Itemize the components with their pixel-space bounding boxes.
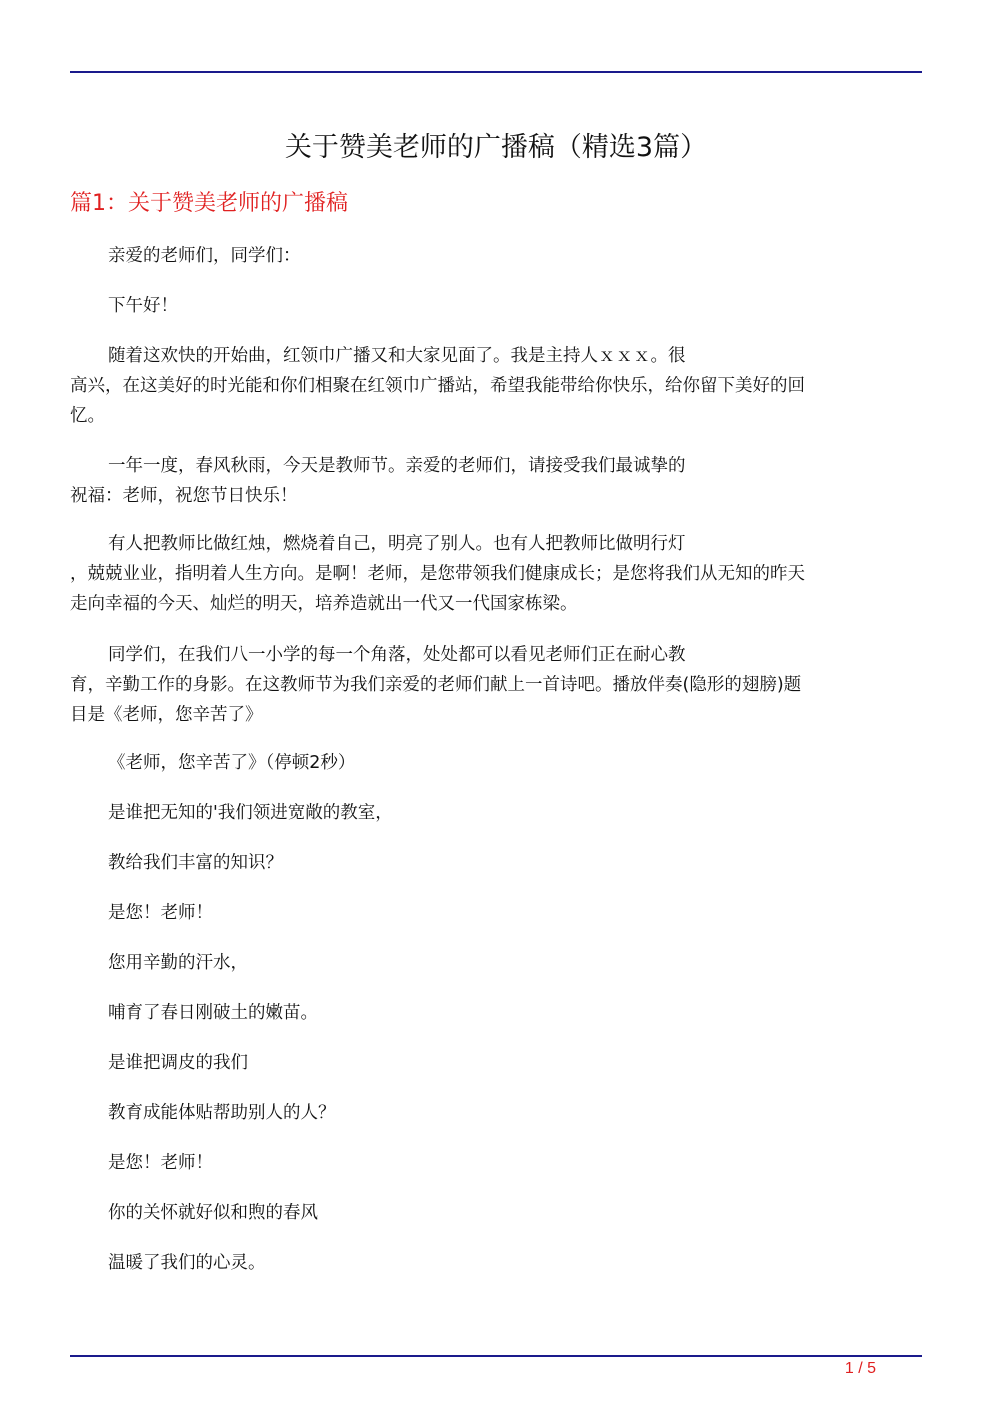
- paragraph: [70, 998, 915, 1028]
- paragraph: [70, 451, 915, 511]
- document-title: 关于赞美老师的广播稿（精选3篇）: [284, 132, 708, 163]
- paragraph: [70, 748, 915, 778]
- paragraph: [70, 1148, 915, 1178]
- paragraph-line: 一年一度，春风秋雨，今天是教师节。亲爱的老师们，请接受我们最诚挚的: [108, 456, 686, 476]
- paragraph-line: 育，辛勤工作的身影。在这教师节为我们亲爱的老师们献上一首诗吧。播放伴奏(隐形的翅膀)题: [70, 675, 802, 695]
- paragraph-line: 下午好！: [108, 296, 178, 316]
- page-number: 1 / 5: [844, 1360, 876, 1377]
- paragraph-line: 走向幸福的今天、灿烂的明天，培养造就出一代又一代国家栋梁。: [70, 594, 578, 614]
- paragraph-line: 《老师，您辛苦了》（停顿2秒）: [108, 753, 356, 773]
- paragraph: [70, 948, 915, 978]
- section-heading: 篇1：关于赞美老师的广播稿: [70, 191, 348, 216]
- paragraph-line: 是您！老师！: [108, 1153, 213, 1173]
- paragraph-line: 祝福：老师，祝您节日快乐！: [70, 486, 298, 506]
- paragraph: [70, 1098, 915, 1128]
- paragraph: [70, 898, 915, 928]
- paragraph-line: 有人把教师比做红烛，燃烧着自己，明亮了别人。也有人把教师比做明行灯: [108, 534, 686, 554]
- paragraph-line: 哺育了春日刚破土的嫩苗。: [108, 1003, 318, 1023]
- paragraph-line: 高兴，在这美好的时光能和你们相聚在红领巾广播站，希望我能带给你快乐，给你留下美好的回: [70, 376, 805, 396]
- paragraph: [70, 1198, 915, 1228]
- paragraph: [70, 341, 915, 431]
- paragraph: [70, 640, 915, 730]
- paragraph-line: 是谁把调皮的我们: [108, 1053, 248, 1073]
- paragraph-line: 您用辛勤的汗水，: [108, 953, 248, 973]
- paragraph-line: 亲爱的老师们，同学们：: [108, 246, 301, 266]
- paragraph-line: 你的关怀就好似和煦的春风: [108, 1203, 318, 1223]
- paragraph: [70, 241, 915, 271]
- paragraph-line: 忆。: [70, 406, 105, 426]
- paragraph: [70, 848, 915, 878]
- paragraph-line: 目是《老师，您辛苦了》: [70, 705, 263, 725]
- paragraph: [70, 529, 915, 619]
- paragraph-line: 教给我们丰富的知识？: [108, 853, 283, 873]
- paragraph-line: 随着这欢快的开始曲，红领巾广播又和大家见面了。我是主持人ｘｘｘ。很: [108, 346, 686, 366]
- paragraph-line: 是您！老师！: [108, 903, 213, 923]
- paragraph-line: 温暖了我们的心灵。: [108, 1253, 266, 1273]
- paragraph-line: 教育成能体贴帮助别人的人？: [108, 1103, 336, 1123]
- paragraph: [70, 798, 915, 828]
- paragraph: [70, 1248, 915, 1278]
- paragraph: [70, 291, 915, 321]
- footer-rule: [70, 1355, 922, 1357]
- header-rule: [70, 71, 922, 73]
- paragraph: [70, 1048, 915, 1078]
- paragraph-line: 同学们，在我们八一小学的每一个角落，处处都可以看见老师们正在耐心教: [108, 645, 686, 665]
- paragraph-line: 是谁把无知的'我们领进宽敞的教室，: [108, 803, 393, 823]
- paragraph-line: ，兢兢业业，指明着人生方向。是啊！老师，是您带领我们健康成长；是您将我们从无知的昨天: [70, 564, 805, 584]
